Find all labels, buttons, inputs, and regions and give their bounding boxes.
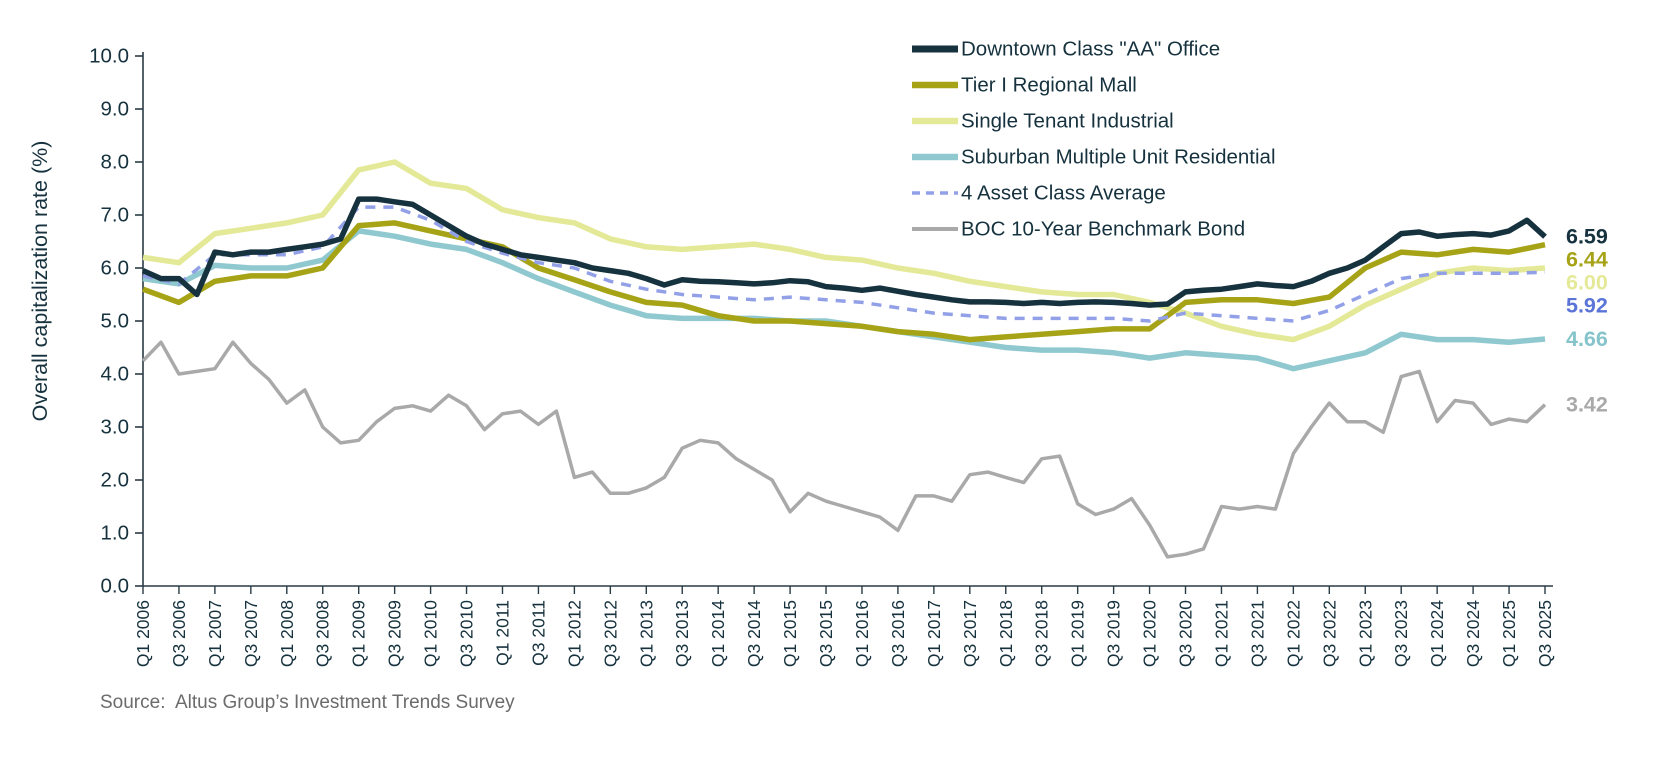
end-value-label-suburban-multiple-unit-residential: 4.66 [1566, 327, 1608, 352]
legend-item-4-asset-class-average [912, 182, 1166, 205]
x-axis-tick-label: Q3 2015 [816, 600, 837, 668]
x-axis-tick-label: Q3 2021 [1247, 600, 1268, 668]
series-line-single-tenant-industrial [143, 162, 1545, 340]
x-axis-tick-label: Q3 2020 [1175, 600, 1196, 668]
x-axis-tick-label: Q3 2017 [959, 600, 980, 668]
x-axis-tick-label: Q3 2024 [1463, 600, 1484, 668]
x-axis-tick-label: Q1 2011 [492, 600, 513, 666]
x-axis-tick-label: Q1 2006 [133, 600, 153, 668]
legend-label: Suburban Multiple Unit Residential [961, 145, 1276, 169]
end-value-label-tier-i-regional-mall: 6.44 [1566, 247, 1608, 272]
x-axis-tick-label: Q1 2012 [564, 600, 585, 668]
x-axis-tick-label: Q3 2008 [312, 600, 333, 668]
x-axis-tick-label: Q1 2013 [636, 600, 657, 668]
x-axis-tick-label: Q1 2020 [1139, 600, 1160, 668]
legend-label: Downtown Class "AA" Office [961, 37, 1221, 61]
y-axis-title: Overall capitalization rate (%) [28, 140, 52, 422]
legend-item-suburban-multiple-unit-residential [912, 146, 1276, 169]
x-axis-tick-label: Q1 2023 [1355, 600, 1376, 668]
x-axis-tick-label: Q3 2023 [1391, 600, 1412, 668]
end-value-label-boc-10-year-benchmark-bond: 3.42 [1566, 392, 1608, 417]
x-axis-tick-label: Q1 2014 [708, 600, 729, 668]
y-axis-tick-label: 9.0 [100, 97, 129, 121]
x-axis-tick-label: Q3 2009 [384, 600, 405, 668]
y-axis-tick-label: 4.0 [100, 362, 129, 386]
x-axis-tick-label: Q3 2018 [1031, 600, 1052, 668]
y-axis-tick-label: 8.0 [100, 150, 129, 174]
x-axis-tick-label: Q1 2021 [1211, 600, 1232, 668]
y-axis-tick-label: 6.0 [100, 256, 129, 280]
x-axis-tick-label: Q3 2012 [600, 600, 621, 668]
legend-label: 4 Asset Class Average [961, 181, 1166, 205]
x-axis-tick-label: Q3 2011 [528, 600, 549, 666]
series-line-boc-10-year-benchmark-bond [143, 342, 1545, 557]
x-axis-tick-label: Q1 2016 [851, 600, 872, 668]
legend-item-tier-i-regional-mall [912, 74, 1137, 97]
x-axis-tick-label: Q3 2006 [168, 600, 189, 668]
x-axis-tick-label: Q3 2019 [1103, 600, 1124, 668]
x-axis-tick-label: Q3 2013 [672, 600, 693, 668]
x-axis-tick-label: Q1 2007 [204, 600, 225, 668]
x-axis-tick-label: Q3 2025 [1535, 600, 1555, 668]
x-axis-tick-label: Q1 2009 [348, 600, 369, 668]
y-axis-tick-label: 2.0 [100, 468, 129, 492]
y-axis-tick-label: 0.0 [100, 574, 129, 598]
end-value-label-downtown-class-aa-office: 6.59 [1566, 224, 1608, 249]
x-axis-tick-label: Q3 2016 [887, 600, 908, 668]
x-axis-tick-label: Q3 2010 [456, 600, 477, 668]
x-axis-tick-label: Q1 2008 [276, 600, 297, 668]
x-axis-tick-label: Q1 2017 [923, 600, 944, 668]
source-note: Source: Altus Group’s Investment Trends Survey [100, 692, 515, 713]
legend-item-downtown-class-aa-office [912, 38, 1220, 61]
end-value-label-single-tenant-industrial: 6.00 [1566, 270, 1608, 295]
legend-label: BOC 10-Year Benchmark Bond [961, 217, 1246, 241]
x-axis-tick-label: Q1 2010 [420, 600, 441, 668]
x-axis-tick-label: Q1 2024 [1427, 600, 1448, 668]
legend-label: Tier I Regional Mall [961, 73, 1137, 97]
legend-item-boc-10-year-benchmark-bond [912, 218, 1245, 241]
x-axis-tick-label: Q3 2007 [240, 600, 261, 668]
x-axis-tick-label: Q1 2019 [1067, 600, 1088, 668]
y-axis-tick-label: 10.0 [89, 44, 129, 68]
y-axis-tick-label: 1.0 [100, 521, 129, 545]
x-axis-tick-label: Q3 2014 [744, 600, 765, 668]
x-axis-tick-label: Q1 2022 [1283, 600, 1304, 668]
x-axis-tick-label: Q1 2025 [1499, 600, 1520, 668]
end-value-label-4-asset-class-average: 5.92 [1566, 293, 1608, 318]
y-axis-tick-label: 5.0 [100, 309, 129, 333]
y-axis-tick-label: 7.0 [100, 203, 129, 227]
series-line-4-asset-class-average [143, 207, 1545, 321]
x-axis-tick-label: Q1 2018 [995, 600, 1016, 668]
legend-item-single-tenant-industrial [912, 110, 1174, 133]
x-axis-tick-label: Q1 2015 [780, 600, 801, 668]
legend-label: Single Tenant Industrial [961, 109, 1174, 133]
x-axis-tick-label: Q3 2022 [1319, 600, 1340, 668]
legend [912, 38, 1276, 241]
y-axis-tick-label: 3.0 [100, 415, 129, 439]
